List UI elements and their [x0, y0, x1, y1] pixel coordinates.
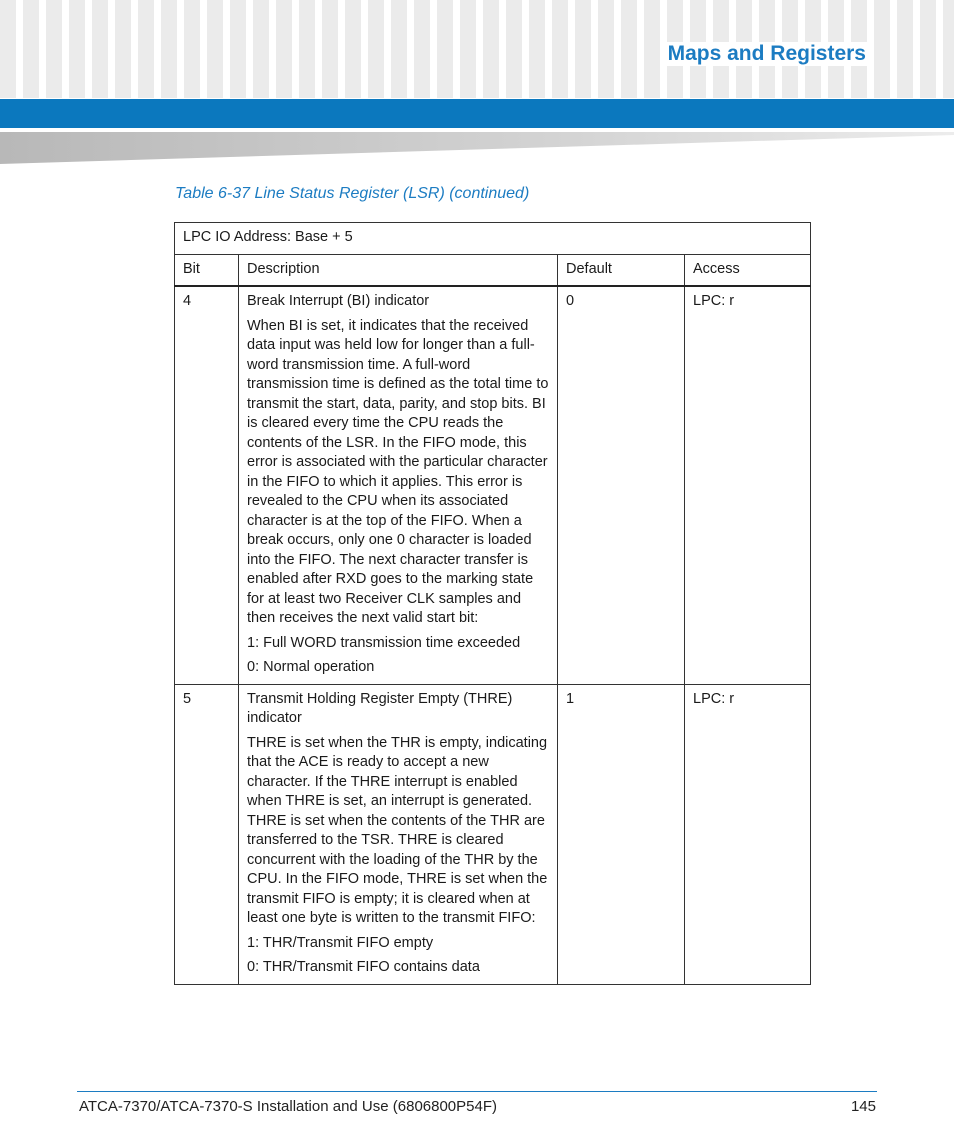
description-value: 1: Full WORD transmission time exceeded: [247, 634, 521, 651]
description-cell: [239, 286, 558, 684]
description-value: 1: THR/Transmit FIFO empty: [247, 934, 434, 951]
header-blue-band: [0, 99, 954, 128]
bit-cell: 5: [175, 684, 239, 984]
table-row: [175, 286, 811, 684]
default-cell: 0: [558, 286, 685, 684]
default-cell: 1: [558, 684, 685, 984]
column-header-description: Description: [239, 254, 558, 286]
bit-cell: 4: [175, 286, 239, 684]
description-body: THRE is set when the THR is empty, indicating that the ACE is ready to accept a new character. If the THRE interrupt is enabled when THRE is set, an interrupt is generated. THRE is set when the contents of the THR are transferred to the TSR. THRE is cleared concurrent with the loading of the THR by the CPU. In the FIFO mode, THRE is set when the transmit FIFO is empty; it is cleared when at least one byte is written to the transmit FIFO:: [247, 734, 548, 926]
register-table: [174, 222, 811, 985]
column-header-access: Access: [685, 254, 811, 286]
column-header-default: Default: [558, 254, 685, 286]
column-header-row: [175, 254, 811, 286]
description-body: When BI is set, it indicates that the received data input was held low for longer than a full-word transmission time. A full-word transmission time is defined as the total time to transmit the start, data, parity, and stop bits. BI is cleared every time the CPU reads the contents of the LSR. In the FIFO mode, this error is associated with the particular character in the FIFO to which it applies. This error is revealed to the CPU when its associated character is at the top of the FIFO. When a break occurs, only one 0 character is loaded into the FIFO. The next character transfer is enabled after RXD goes to the marking state for at least two Receiver CLK samples and then receives the next valid start bit:: [247, 317, 549, 626]
access-cell: LPC: r: [685, 286, 811, 684]
address-row: [175, 223, 811, 255]
description-value: 0: Normal operation: [247, 659, 375, 675]
description-title: Break Interrupt (BI) indicator: [247, 293, 430, 309]
description-cell: [239, 684, 558, 984]
column-header-bit: Bit: [175, 254, 239, 286]
header-gray-wedge: [0, 132, 954, 164]
table-caption: Table 6-37 Line Status Register (LSR) (continued): [175, 185, 530, 202]
access-cell: LPC: r: [685, 684, 811, 984]
page-number: 145: [850, 1098, 876, 1115]
page-header-title: Maps and Registers: [662, 42, 872, 66]
description-value: 0: THR/Transmit FIFO contains data: [247, 959, 480, 975]
address-cell: LPC IO Address: Base + 5: [175, 223, 811, 255]
table-row: [175, 684, 811, 984]
description-title: Transmit Holding Register Empty (THRE) indicator: [247, 690, 513, 726]
footer-document-title: ATCA-7370/ATCA-7370-S Installation and Use (6806800P54F): [79, 1098, 498, 1115]
footer-rule: [77, 1091, 877, 1092]
